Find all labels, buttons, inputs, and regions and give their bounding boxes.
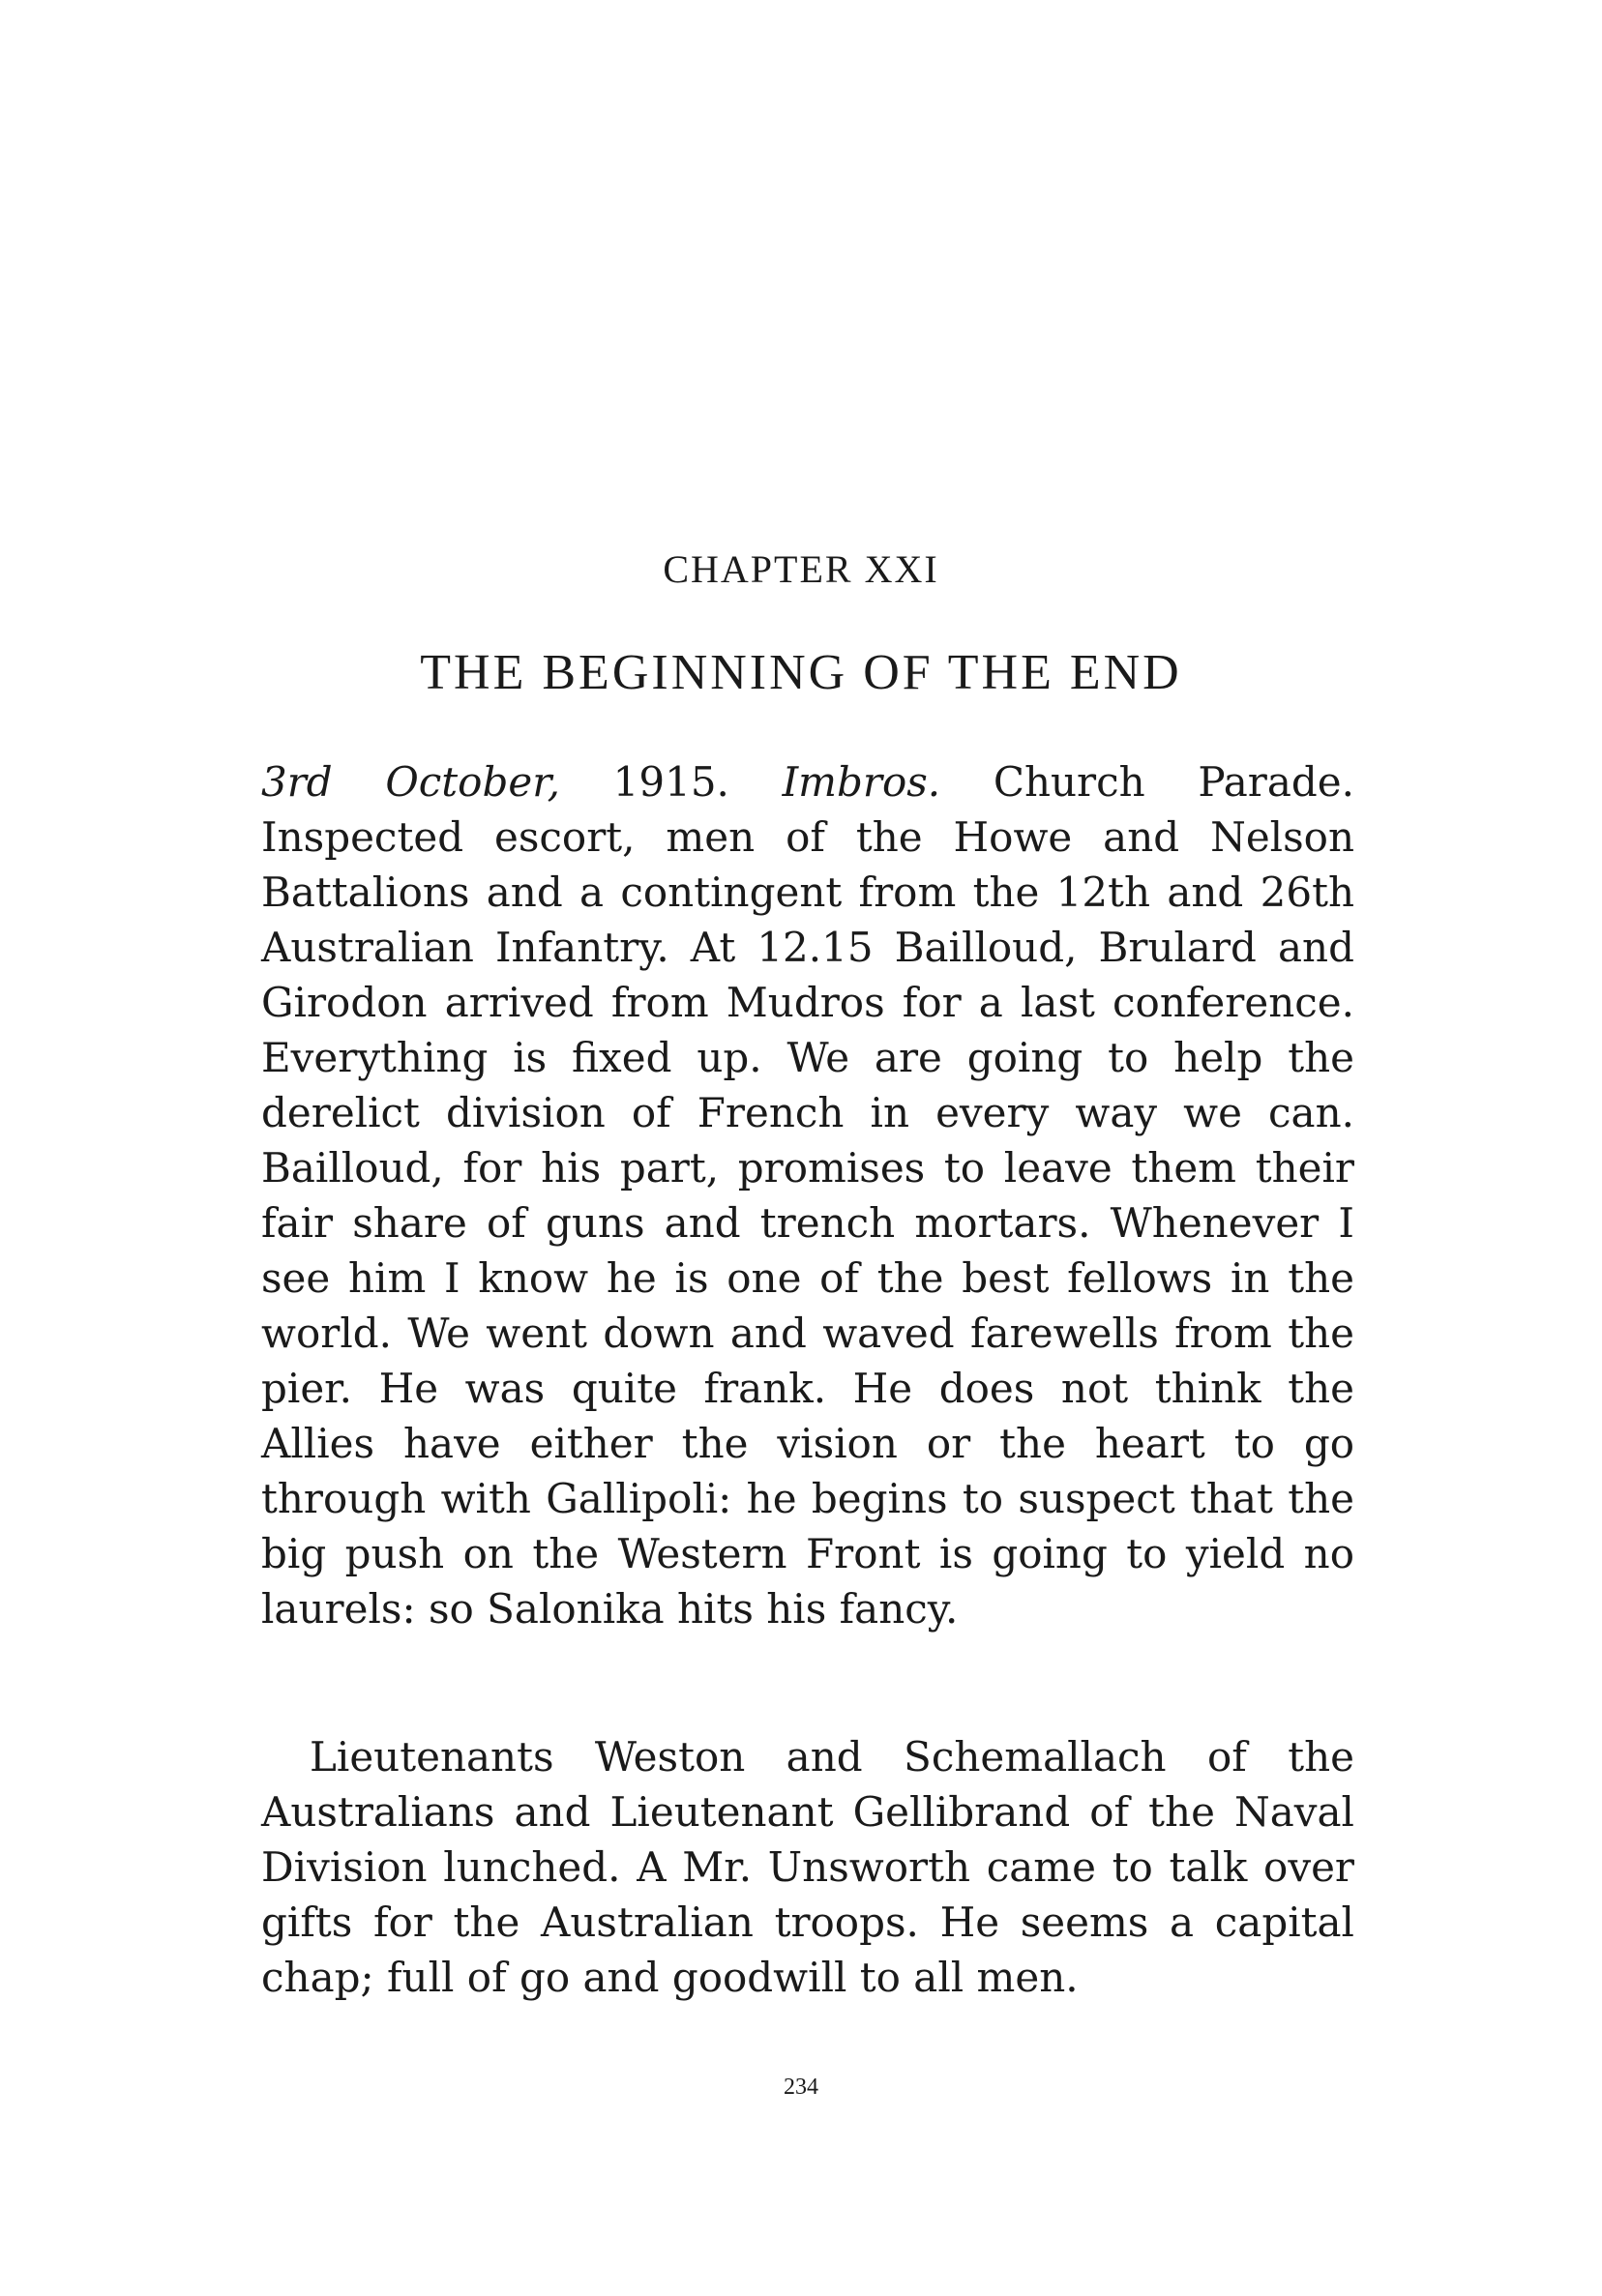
- page-number: 234: [784, 2075, 818, 2100]
- entry-date: 3rd October,: [261, 758, 561, 806]
- paragraph-1-text: Church Parade. Inspected escort, men of the Howe and Nelson Battalions and a contingent from the 12th and 26th Australian Infantry. At 12.15 Bailloud, Brulard and Girodon arrived from Mudros for a last conference. Everything is fixed up. We are going to help the derelict division of French in every way we can. Bailloud, for his part, promises to leave them their fair share of guns and trench mortars. Whenever I see him I know he is one of the best fellows in the world. We went down and waved farewells from the pier. He was quite frank. He does not think the Allies have either the vision or the heart to go through with Gallipoli: he begins to suspect that the big push on the Western Front is going to yield no laurels: so Salonika hits his fancy.: [261, 758, 1354, 1633]
- entry-place: Imbros.: [782, 758, 941, 806]
- paragraph-2: Lieutenants Weston and Schemallach of the Australians and Lieutenant Gellibrand of the Naval Division lunched. A Mr. Unsworth came to talk over gifts for the Australian troops. He seems a capital chap; full of go and goodwill to all men.: [261, 1733, 1354, 2001]
- entry-year: 1915.: [560, 758, 783, 806]
- chapter-title: THE BEGINNING OF THE END: [420, 645, 1182, 700]
- paragraph-1: [261, 754, 1354, 1636]
- chapter-number: CHAPTER XXI: [663, 547, 939, 591]
